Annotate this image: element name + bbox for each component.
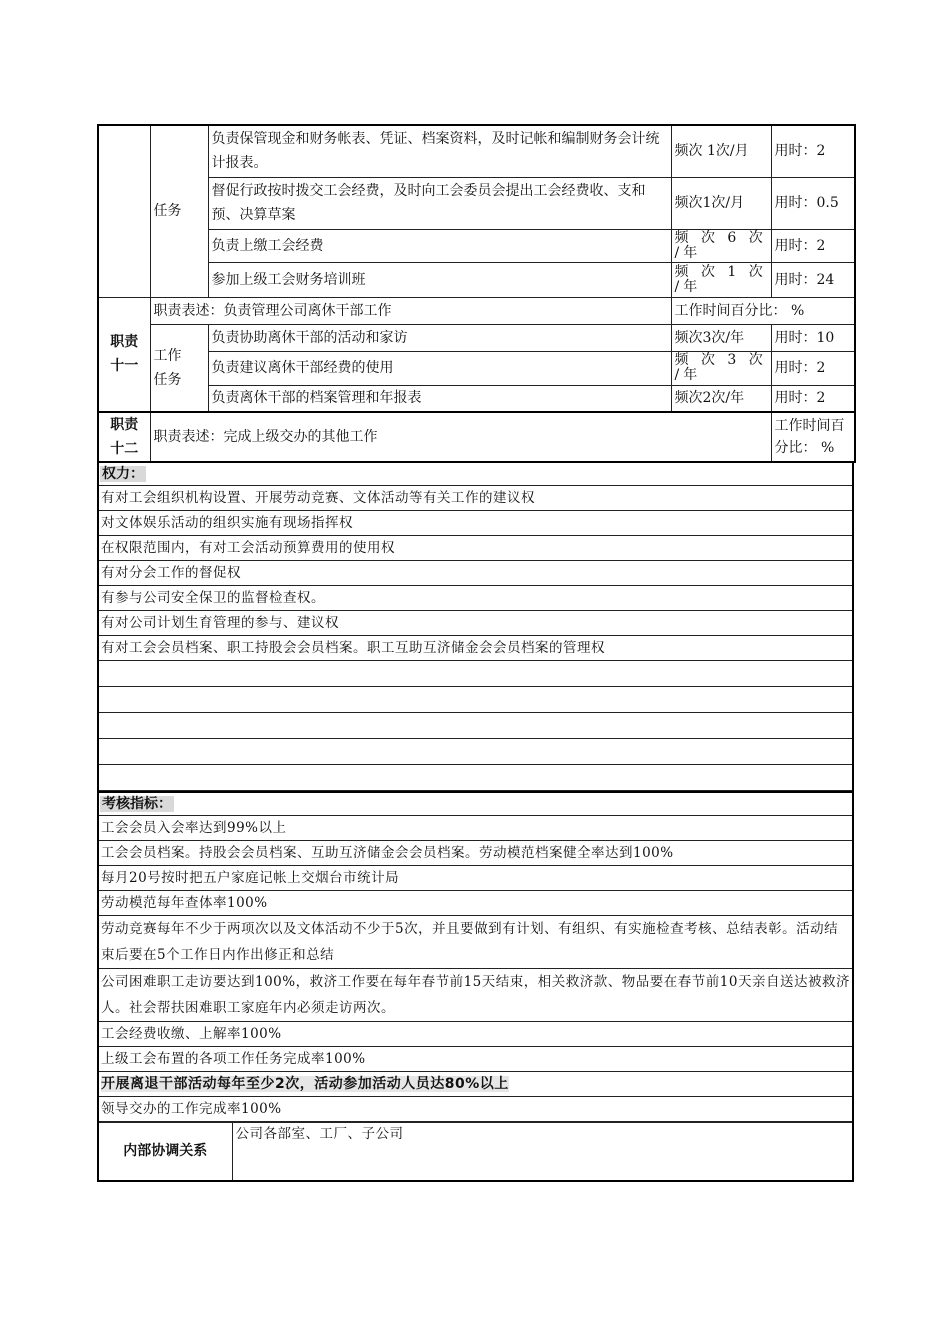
kpi-row	[98, 916, 853, 969]
power-item	[98, 739, 853, 765]
power-row	[98, 536, 853, 561]
task-label: 任务	[150, 125, 208, 297]
kpi-item: 劳动模范每年查体率100%	[98, 891, 853, 916]
kpi-item-highlight: 开展离退干部活动每年至少2次，活动参加活动人员达80%以上	[101, 1076, 509, 1092]
task-row	[98, 177, 855, 229]
duties-table	[97, 124, 856, 463]
powers-header-row	[98, 463, 853, 486]
kpi-item: 劳动竞赛每年不少于两项次以及文体活动不少于5次，并且要做到有计划、有组织、有实施检查考核、总结表彰。活动结束后要在5个工作日内作出修正和总结	[98, 916, 853, 969]
kpi-list	[98, 816, 853, 1122]
power-item: 有对工会组织机构设置、开展劳动竞赛、文体活动等有关工作的建议权	[98, 486, 853, 511]
duty-description: 职责表述：负责管理公司离休干部工作	[150, 297, 671, 324]
task-frequency: 频次 1次/月	[671, 125, 771, 177]
kpi-row	[98, 816, 853, 841]
task-frequency: 频次1次/月	[671, 177, 771, 229]
task-row	[98, 229, 855, 262]
power-row	[98, 561, 853, 586]
task-text: 负责上缴工会经费	[208, 229, 671, 262]
power-item: 有对公司计划生育管理的参与、建议权	[98, 611, 853, 636]
powers-header	[98, 463, 853, 486]
duty-eleven-label-text: 职责十一	[110, 334, 139, 375]
powers-title: 权力：	[102, 466, 144, 482]
power-row	[98, 687, 853, 713]
power-item: 有参与公司安全保卫的监督检查权。	[98, 586, 853, 611]
power-row	[98, 511, 853, 536]
task-text: 负责离休干部的档案管理和年报表	[208, 385, 671, 412]
power-row	[98, 739, 853, 765]
task-frequency: 频次2次/年	[671, 385, 771, 412]
task-row	[98, 351, 855, 385]
power-row	[98, 486, 853, 511]
task-row	[98, 385, 855, 412]
coordination-row	[98, 1123, 853, 1181]
task-time: 用时：10	[771, 324, 855, 351]
power-item	[98, 713, 853, 739]
kpi-row	[98, 841, 853, 866]
power-item	[98, 661, 853, 687]
duty-twelve-label	[98, 412, 150, 462]
task-text: 负责协助离休干部的活动和家访	[208, 324, 671, 351]
work-time-percent: 工作时间百分比： %	[771, 412, 855, 462]
work-time-percent: 工作时间百分比： %	[671, 297, 855, 324]
task-time: 用时：0.5	[771, 177, 855, 229]
task-text: 督促行政按时拨交工会经费，及时向工会委员会提出工会经费收、支和 预、决算草案	[208, 177, 671, 229]
task-label	[150, 324, 208, 412]
power-item	[98, 687, 853, 713]
power-row	[98, 661, 853, 687]
task-frequency: 频次3次/年	[671, 324, 771, 351]
task-text: 参加上级工会财务培训班	[208, 262, 671, 297]
power-row	[98, 713, 853, 739]
power-item: 在权限范围内，有对工会活动预算费用的使用权	[98, 536, 853, 561]
duty-description-row	[98, 297, 855, 324]
kpi-item: 工会会员档案。持股会会员档案、互助互济储金会会员档案。劳动模范档案健全率达到100%	[98, 841, 853, 866]
kpi-item: 领导交办的工作完成率100%	[98, 1097, 853, 1122]
coordination-value: 公司各部室、工厂、子公司	[232, 1123, 853, 1181]
kpi-table	[97, 791, 854, 1122]
duty-label-cell	[98, 125, 150, 297]
task-frequency: 频 次 6 次 /年	[671, 229, 771, 262]
powers-table	[97, 463, 854, 791]
duty-description: 职责表述：完成上级交办的其他工作	[150, 412, 771, 462]
task-time: 用时：2	[771, 125, 855, 177]
kpi-header	[98, 792, 853, 816]
task-frequency: 频 次 3 次 /年	[671, 351, 771, 385]
task-time: 用时：2	[771, 351, 855, 385]
kpi-row	[98, 1047, 853, 1072]
kpi-item	[98, 1072, 853, 1097]
power-item: 有对分会工作的督促权	[98, 561, 853, 586]
power-row	[98, 765, 853, 791]
kpi-item: 工会会员入会率达到99%以上	[98, 816, 853, 841]
kpi-row	[98, 891, 853, 916]
duty-twelve-label-text: 职责十二	[110, 417, 139, 457]
kpi-header-row	[98, 792, 853, 816]
kpi-row	[98, 1022, 853, 1047]
task-time: 用时：2	[771, 385, 855, 412]
kpi-row	[98, 969, 853, 1022]
coordination-table	[97, 1122, 854, 1182]
coordination-label: 内部协调关系	[98, 1123, 232, 1181]
task-text: 负责建议离休干部经费的使用	[208, 351, 671, 385]
power-row	[98, 586, 853, 611]
task-row	[98, 262, 855, 297]
kpi-row	[98, 866, 853, 891]
task-time: 用时：2	[771, 229, 855, 262]
kpi-item: 工会经费收缴、上解率100%	[98, 1022, 853, 1047]
kpi-title: 考核指标：	[102, 796, 172, 812]
power-item: 有对工会会员档案、职工持股会会员档案。职工互助互济储金会会员档案的管理权	[98, 636, 853, 661]
task-label-text: 工作任务	[153, 347, 182, 388]
kpi-item: 上级工会布置的各项工作任务完成率100%	[98, 1047, 853, 1072]
power-item: 对文体娱乐活动的组织实施有现场指挥权	[98, 511, 853, 536]
kpi-item: 公司困难职工走访要达到100%，救济工作要在每年春节前15天结束，相关救济款、物品要在春节前10天亲自送达被救济人。社会帮扶困难职工家庭年内必须走访两次。	[98, 969, 853, 1022]
duty-description-row	[98, 412, 855, 462]
task-row	[98, 324, 855, 351]
kpi-row	[98, 1097, 853, 1122]
task-frequency: 频 次 1 次 /年	[671, 262, 771, 297]
task-time: 用时：24	[771, 262, 855, 297]
task-row	[98, 125, 855, 177]
power-row	[98, 611, 853, 636]
job-description-page	[97, 124, 854, 1182]
powers-list	[98, 486, 853, 791]
kpi-item: 每月20号按时把五户家庭记帐上交烟台市统计局	[98, 866, 853, 891]
kpi-row	[98, 1072, 853, 1097]
duty-eleven-label	[98, 297, 150, 412]
task-text: 负责保管现金和财务帐表、凭证、档案资料，及时记帐和编制财务会计统计报表。	[208, 125, 671, 177]
power-item	[98, 765, 853, 791]
power-row	[98, 636, 853, 661]
